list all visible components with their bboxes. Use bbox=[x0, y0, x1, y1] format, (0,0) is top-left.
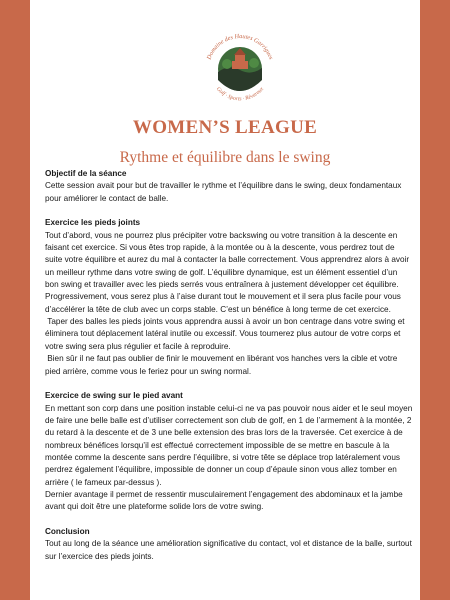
section-heading-pied-avant: Exercice de swing sur le pied avant bbox=[45, 391, 183, 401]
paragraph-pieds-joints-1: Tout d’abord, vous ne pourrez plus précipiter votre backswing ou votre transition à la descente en faisant cet exercice. Si vous êtes trop rapide, à la montée ou à la descente, vous perdrez tout de suite votre équilibre et aurez du mal à contacter la balle correctement. Vous apprendrez alors à avoir un meilleur rythme dans votre swing de golf. L’équilibre dynamique, est un élément essentiel d’un bon swing et travailler avec les pieds serrés vous entraînera à justement développer cet équilibre. Progressivement, vous serez plus à l’aise durant tout le mouvement et il sera plus facile pour vous d’accélérer la tête de club avec un corps stable. C’est un bénéfice à long terme de cet exercice. bbox=[45, 230, 410, 314]
paragraph-conclusion: Tout au long de la séance une amélioration significative du contact, vol et distance de la balle, surtout sur l’exercice des pieds joints. bbox=[45, 539, 412, 561]
paragraph-pied-avant-2: Dernier avantage il permet de ressentir musculairement l’engagement des abdominaux et la jambe avant qui doit être une plateforme solide lors de votre swing. bbox=[45, 489, 403, 512]
document-body bbox=[45, 168, 413, 563]
paragraph-pieds-joints-2: Taper des balles les pieds joints vous apprendra aussi à avoir un bon centrage dans votre swing et éliminera tout déplacement latéral inutile ou excessif. Vous tournerez plus autour de votre corps et votre swing sera plus régulier et facile à reproduire. bbox=[45, 317, 405, 351]
logo-top-text: Domaine des Hautes Garrigues bbox=[205, 32, 275, 61]
domaine-logo bbox=[199, 28, 281, 110]
paragraph-pieds-joints-3: Bien sûr il ne faut pas oublier de finir le mouvement en libérant vos hanches vers la cible et votre pied arrière, comme vous le feriez pour un swing normal. bbox=[45, 354, 398, 376]
paragraph-pied-avant-1: En mettant son corp dans une position instable celui-ci ne va pas pouvoir nous aider et le seul moyen de faire une belle balle est d’utiliser correctement son club de golf, en 1 de l’armement à la montée, 2 du retard à la descente et de 3 une belle extension des bras lors de la traversée. Cet exercice à de nombreux bénéfices lorsqu’il est effectué correctement impossible de se mettre en bascule à la montée comme la descente sans perdre l’équilibre, si votre tête se déplace trop latéralement vous perdrez également l’équilibre, impossible de donner un coup d’épaule sinon vous allez tomber en arrière ( le fameux par-dessus ). bbox=[45, 403, 413, 487]
logo-emblem-icon bbox=[199, 28, 281, 110]
page-subtitle: Rythme et équilibre dans le swing bbox=[119, 149, 331, 166]
section-heading-objectif: Objectif de la séance bbox=[45, 169, 127, 178]
logo-bottom-text: Golf · Sports · Rêvaroux bbox=[214, 86, 266, 103]
page-title: WOMEN’S LEAGUE bbox=[132, 117, 318, 138]
document-page bbox=[30, 0, 420, 600]
section-heading-conclusion: Conclusion bbox=[45, 526, 90, 536]
section-heading-pieds-joints: Exercice les pieds joints bbox=[45, 218, 141, 228]
paragraph-objectif: Cette session avait pour but de travailler le rythme et l’équilibre dans le swing, deux fondamentaux pour améliorer le contact de balle. bbox=[45, 181, 402, 203]
